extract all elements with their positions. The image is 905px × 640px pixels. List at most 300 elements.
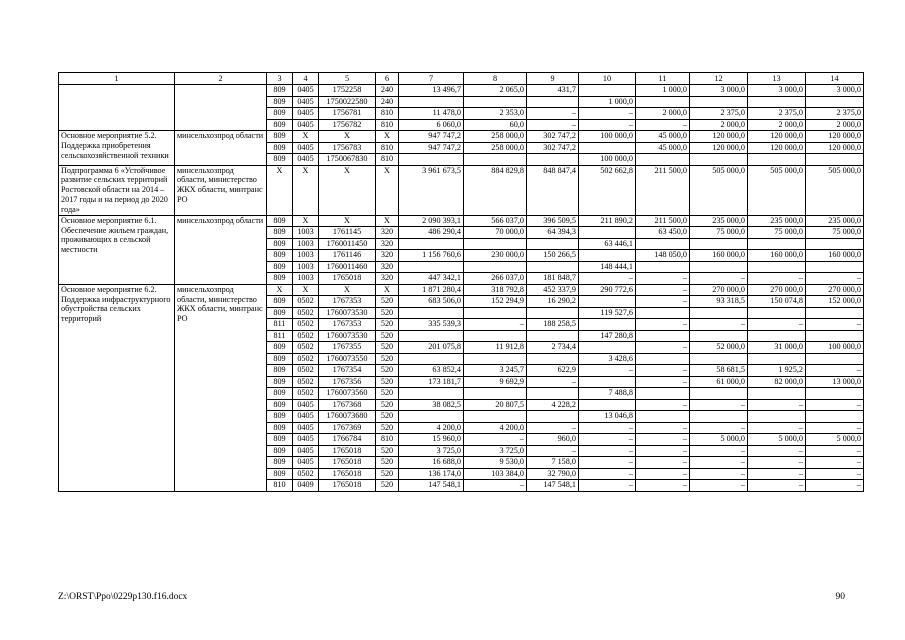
table-cell: 1767354 bbox=[319, 365, 376, 377]
table-cell: 211 500,0 bbox=[636, 215, 690, 227]
table-cell: 150 266,5 bbox=[527, 250, 579, 262]
table-cell bbox=[636, 411, 690, 423]
table-cell: 1756781 bbox=[319, 108, 376, 120]
table-cell: 270 000,0 bbox=[806, 284, 864, 296]
column-header: 6 bbox=[376, 73, 399, 85]
table-cell: 320 bbox=[376, 227, 399, 239]
table-cell: 9 692,9 bbox=[464, 376, 527, 388]
table-cell: 1761146 bbox=[319, 250, 376, 262]
table-cell: 3 000,0 bbox=[748, 85, 806, 97]
table-cell: X bbox=[376, 284, 399, 296]
table-cell: X bbox=[319, 165, 376, 215]
table-cell: 809 bbox=[267, 468, 293, 480]
table-row bbox=[59, 131, 864, 143]
table-cell bbox=[399, 353, 464, 365]
table-cell bbox=[690, 388, 748, 400]
table-cell: 119 527,6 bbox=[579, 307, 636, 319]
table-cell: 45 000,0 bbox=[636, 131, 690, 143]
table-cell: 93 318,5 bbox=[690, 296, 748, 308]
table-cell: 9 530,0 bbox=[464, 457, 527, 469]
table-cell: – bbox=[636, 445, 690, 457]
table-cell bbox=[527, 330, 579, 342]
table-cell: 848 847,4 bbox=[527, 165, 579, 215]
table-cell bbox=[399, 330, 464, 342]
table-cell: 809 bbox=[267, 411, 293, 423]
table-cell: 3 000,0 bbox=[690, 85, 748, 97]
table-cell: 0502 bbox=[293, 388, 319, 400]
table-cell: 520 bbox=[376, 330, 399, 342]
table-cell: 63 446,1 bbox=[579, 238, 636, 250]
table-cell: 1760011460 bbox=[319, 261, 376, 273]
table-cell: 100 000,0 bbox=[579, 154, 636, 166]
table-cell bbox=[806, 96, 864, 108]
table-cell bbox=[748, 307, 806, 319]
table-cell: X bbox=[293, 215, 319, 227]
table-cell: X bbox=[319, 215, 376, 227]
responsible-executor: минсельхозпрод области bbox=[175, 215, 267, 284]
table-cell: 947 747,2 bbox=[399, 142, 464, 154]
table-cell: 235 000,0 bbox=[748, 215, 806, 227]
table-cell bbox=[690, 307, 748, 319]
table-cell: 1003 bbox=[293, 261, 319, 273]
table-cell bbox=[527, 353, 579, 365]
column-header: 13 bbox=[748, 73, 806, 85]
table-cell: 1760011450 bbox=[319, 238, 376, 250]
table-cell: 520 bbox=[376, 388, 399, 400]
table-cell: 947 747,2 bbox=[399, 131, 464, 143]
table-cell: 64 394,3 bbox=[527, 227, 579, 239]
table-cell: – bbox=[806, 273, 864, 285]
table-cell: 0502 bbox=[293, 376, 319, 388]
column-header: 11 bbox=[636, 73, 690, 85]
footer-file-path: Z:\ORST\Ppo\0229p130.f16.docx bbox=[58, 592, 188, 602]
table-cell: 810 bbox=[376, 119, 399, 131]
measure-description: Подпрограмма 6 «Устойчивое развитие сельских территорий Ростовской области на 2014 – 2017 годы и на период до 2020 года» bbox=[59, 165, 175, 215]
table-cell: 266 037,0 bbox=[464, 273, 527, 285]
table-cell: 1760073560 bbox=[319, 388, 376, 400]
table-cell: – bbox=[806, 457, 864, 469]
table-cell bbox=[399, 307, 464, 319]
table-cell: – bbox=[527, 376, 579, 388]
table-cell: – bbox=[748, 445, 806, 457]
table-cell: 258 000,0 bbox=[464, 131, 527, 143]
table-cell bbox=[806, 307, 864, 319]
table-cell: 811 bbox=[267, 330, 293, 342]
table-cell: – bbox=[579, 445, 636, 457]
table-cell: 1 000,0 bbox=[636, 85, 690, 97]
table-cell: – bbox=[748, 468, 806, 480]
measure-description: Основное мероприятие 5.2. Поддержка приобретения сельскохозяйственной техники bbox=[59, 131, 175, 166]
table-cell: 0405 bbox=[293, 96, 319, 108]
table-cell: 147 280,8 bbox=[579, 330, 636, 342]
table-cell: 520 bbox=[376, 457, 399, 469]
table-cell: 4 200,0 bbox=[399, 422, 464, 434]
table-cell bbox=[636, 307, 690, 319]
table-cell: 683 506,0 bbox=[399, 296, 464, 308]
table-cell: 0409 bbox=[293, 480, 319, 492]
table-cell: 0405 bbox=[293, 457, 319, 469]
table-cell: 396 509,5 bbox=[527, 215, 579, 227]
table-cell: 160 000,0 bbox=[806, 250, 864, 262]
table-cell: – bbox=[579, 457, 636, 469]
table-cell: 201 075,8 bbox=[399, 342, 464, 354]
table-cell: 3 725,0 bbox=[399, 445, 464, 457]
table-cell: – bbox=[748, 319, 806, 331]
table-cell: 810 bbox=[376, 142, 399, 154]
table-cell: 502 662,8 bbox=[579, 165, 636, 215]
table-cell bbox=[464, 353, 527, 365]
table-cell: 0502 bbox=[293, 365, 319, 377]
table-cell: 11 478,0 bbox=[399, 108, 464, 120]
table-cell: 152 000,0 bbox=[806, 296, 864, 308]
table-cell: 5 000,0 bbox=[690, 434, 748, 446]
table-cell bbox=[636, 154, 690, 166]
table-cell bbox=[748, 388, 806, 400]
table-cell: 809 bbox=[267, 131, 293, 143]
table-cell bbox=[579, 399, 636, 411]
table-cell: 3 961 673,5 bbox=[399, 165, 464, 215]
table-cell: – bbox=[464, 434, 527, 446]
table-cell: – bbox=[579, 365, 636, 377]
table-cell: 290 772,6 bbox=[579, 284, 636, 296]
table-cell: 11 912,8 bbox=[464, 342, 527, 354]
table-cell: 0405 bbox=[293, 119, 319, 131]
table-cell: 4 200,0 bbox=[464, 422, 527, 434]
table-cell: – bbox=[636, 319, 690, 331]
table-cell: 4 228,2 bbox=[527, 399, 579, 411]
table-cell: 0405 bbox=[293, 399, 319, 411]
table-cell: X bbox=[376, 215, 399, 227]
table-cell: 505 000,0 bbox=[690, 165, 748, 215]
table-cell: 320 bbox=[376, 238, 399, 250]
table-cell: 1760073550 bbox=[319, 353, 376, 365]
table-cell: 61 000,0 bbox=[690, 376, 748, 388]
table-cell: 2 090 393,1 bbox=[399, 215, 464, 227]
table-cell bbox=[399, 238, 464, 250]
table-cell: 3 000,0 bbox=[806, 85, 864, 97]
table-cell: – bbox=[579, 273, 636, 285]
table-cell: X bbox=[293, 284, 319, 296]
table-cell: – bbox=[579, 422, 636, 434]
table-cell: 520 bbox=[376, 342, 399, 354]
table-cell: 120 000,0 bbox=[748, 142, 806, 154]
table-cell: 520 bbox=[376, 411, 399, 423]
table-cell: 240 bbox=[376, 85, 399, 97]
table-cell bbox=[527, 261, 579, 273]
table-cell: 2 000,0 bbox=[636, 108, 690, 120]
table-cell: – bbox=[806, 319, 864, 331]
table-cell: 5 000,0 bbox=[748, 434, 806, 446]
column-header: 4 bbox=[293, 73, 319, 85]
table-cell: 3 428,6 bbox=[579, 353, 636, 365]
table-cell: 120 000,0 bbox=[690, 131, 748, 143]
table-cell: 2 000,0 bbox=[806, 119, 864, 131]
table-cell: 0502 bbox=[293, 342, 319, 354]
measure-description: Основное мероприятие 6.1. Обеспечение жильем граждан, проживающих в сельской местности bbox=[59, 215, 175, 284]
table-cell: 0502 bbox=[293, 468, 319, 480]
table-cell: 32 790,0 bbox=[527, 468, 579, 480]
column-header: 9 bbox=[527, 73, 579, 85]
table-cell: 1003 bbox=[293, 250, 319, 262]
table-cell: 63 852,4 bbox=[399, 365, 464, 377]
table-cell: 188 258,5 bbox=[527, 319, 579, 331]
table-cell: – bbox=[579, 468, 636, 480]
table-cell bbox=[636, 353, 690, 365]
table-cell: 1756782 bbox=[319, 119, 376, 131]
table-cell: – bbox=[636, 434, 690, 446]
table-cell: 3 245,7 bbox=[464, 365, 527, 377]
table-cell bbox=[464, 154, 527, 166]
table-cell: 6 060,0 bbox=[399, 119, 464, 131]
column-header: 14 bbox=[806, 73, 864, 85]
table-cell: 7 158,0 bbox=[527, 457, 579, 469]
table-cell bbox=[806, 261, 864, 273]
table-cell bbox=[748, 411, 806, 423]
table-cell: 505 000,0 bbox=[806, 165, 864, 215]
table-cell: 82 000,0 bbox=[748, 376, 806, 388]
table-cell: 1750022580 bbox=[319, 96, 376, 108]
table-cell bbox=[748, 96, 806, 108]
table-cell: – bbox=[806, 399, 864, 411]
table-cell bbox=[636, 388, 690, 400]
table-cell: 15 960,0 bbox=[399, 434, 464, 446]
table-cell: 520 bbox=[376, 376, 399, 388]
table-cell: 431,7 bbox=[527, 85, 579, 97]
table-cell bbox=[748, 238, 806, 250]
table-cell: – bbox=[527, 445, 579, 457]
table-cell: 0502 bbox=[293, 319, 319, 331]
table-cell: 809 bbox=[267, 457, 293, 469]
table-cell: 809 bbox=[267, 227, 293, 239]
table-cell: – bbox=[527, 108, 579, 120]
table-cell: 810 bbox=[267, 480, 293, 492]
table-cell bbox=[806, 411, 864, 423]
table-cell: – bbox=[690, 422, 748, 434]
table-cell: 809 bbox=[267, 273, 293, 285]
table-cell: 173 181,7 bbox=[399, 376, 464, 388]
table-cell: 2 375,0 bbox=[748, 108, 806, 120]
table-row bbox=[59, 284, 864, 296]
table-cell: 5 000,0 bbox=[806, 434, 864, 446]
table-cell: 1765018 bbox=[319, 445, 376, 457]
table-cell: 150 074,8 bbox=[748, 296, 806, 308]
table-cell: 1756783 bbox=[319, 142, 376, 154]
table-cell: X bbox=[376, 165, 399, 215]
table-cell bbox=[464, 238, 527, 250]
table-cell bbox=[636, 330, 690, 342]
table-cell: 0405 bbox=[293, 108, 319, 120]
table-cell bbox=[690, 96, 748, 108]
table-cell: 120 000,0 bbox=[690, 142, 748, 154]
table-cell: 809 bbox=[267, 119, 293, 131]
table-cell bbox=[464, 411, 527, 423]
table-cell: 447 342,1 bbox=[399, 273, 464, 285]
table-cell: 16 290,2 bbox=[527, 296, 579, 308]
table-cell: 75 000,0 bbox=[806, 227, 864, 239]
table-cell: – bbox=[527, 422, 579, 434]
table-cell: X bbox=[267, 284, 293, 296]
table-cell: 520 bbox=[376, 468, 399, 480]
table-cell: 160 000,0 bbox=[748, 250, 806, 262]
table-cell bbox=[579, 296, 636, 308]
table-cell: 452 337,9 bbox=[527, 284, 579, 296]
table-cell: X bbox=[293, 131, 319, 143]
table-cell: 1767355 bbox=[319, 342, 376, 354]
table-cell bbox=[399, 411, 464, 423]
column-header: 10 bbox=[579, 73, 636, 85]
table-cell: – bbox=[636, 296, 690, 308]
table-cell: 13 046,8 bbox=[579, 411, 636, 423]
table-cell: – bbox=[690, 480, 748, 492]
table-cell: 52 000,0 bbox=[690, 342, 748, 354]
table-cell: 1765018 bbox=[319, 457, 376, 469]
table-cell: – bbox=[748, 457, 806, 469]
column-number-header bbox=[59, 73, 864, 85]
table-cell: – bbox=[748, 273, 806, 285]
table-cell: – bbox=[636, 376, 690, 388]
table-cell bbox=[399, 261, 464, 273]
table-cell: 63 450,0 bbox=[636, 227, 690, 239]
column-header: 7 bbox=[399, 73, 464, 85]
table-cell: X bbox=[267, 165, 293, 215]
table-cell: 258 000,0 bbox=[464, 142, 527, 154]
table-cell: – bbox=[636, 273, 690, 285]
table-cell bbox=[690, 330, 748, 342]
table-cell: 622,9 bbox=[527, 365, 579, 377]
table-cell: 302 747,2 bbox=[527, 131, 579, 143]
table-cell: 2 734,4 bbox=[527, 342, 579, 354]
table-cell: 1765018 bbox=[319, 273, 376, 285]
table-cell: – bbox=[636, 468, 690, 480]
column-header: 8 bbox=[464, 73, 527, 85]
table-cell: 320 bbox=[376, 261, 399, 273]
table-cell: 486 290,4 bbox=[399, 227, 464, 239]
table-cell: 1766784 bbox=[319, 434, 376, 446]
table-cell: 147 548,1 bbox=[399, 480, 464, 492]
table-cell: 809 bbox=[267, 434, 293, 446]
responsible-executor bbox=[175, 85, 267, 131]
table-cell: 0405 bbox=[293, 434, 319, 446]
table-cell bbox=[579, 376, 636, 388]
table-cell: – bbox=[636, 365, 690, 377]
table-cell: 240 bbox=[376, 96, 399, 108]
table-cell bbox=[464, 330, 527, 342]
table-cell: 120 000,0 bbox=[806, 142, 864, 154]
table-cell: 120 000,0 bbox=[748, 131, 806, 143]
table-cell: X bbox=[319, 131, 376, 143]
table-cell: 13 000,0 bbox=[806, 376, 864, 388]
table-cell: 235 000,0 bbox=[806, 215, 864, 227]
column-header: 5 bbox=[319, 73, 376, 85]
table-cell: 1761145 bbox=[319, 227, 376, 239]
table-cell: 20 807,5 bbox=[464, 399, 527, 411]
table-cell: 120 000,0 bbox=[806, 131, 864, 143]
table-cell: 3 725,0 bbox=[464, 445, 527, 457]
table-cell: – bbox=[690, 273, 748, 285]
table-cell: X bbox=[293, 165, 319, 215]
table-cell bbox=[579, 142, 636, 154]
table-cell bbox=[579, 319, 636, 331]
table-cell bbox=[527, 154, 579, 166]
table-cell: – bbox=[690, 399, 748, 411]
table-cell: 148 444,1 bbox=[579, 261, 636, 273]
page-number: 90 bbox=[835, 592, 845, 602]
table-cell: 0405 bbox=[293, 411, 319, 423]
responsible-executor: минсельхозпрод области, министерство ЖКХ области, минтранс РО bbox=[175, 165, 267, 215]
column-header: 2 bbox=[175, 73, 267, 85]
table-cell: 1760073530 bbox=[319, 307, 376, 319]
table-cell: – bbox=[690, 445, 748, 457]
table-cell: 960,0 bbox=[527, 434, 579, 446]
table-cell: 270 000,0 bbox=[690, 284, 748, 296]
table-cell bbox=[806, 238, 864, 250]
table-cell: 809 bbox=[267, 250, 293, 262]
table-cell: 809 bbox=[267, 342, 293, 354]
table-cell: – bbox=[748, 480, 806, 492]
table-cell: 884 829,8 bbox=[464, 165, 527, 215]
table-cell: 520 bbox=[376, 480, 399, 492]
table-cell bbox=[636, 261, 690, 273]
table-cell: 811 bbox=[267, 319, 293, 331]
table-cell: 1767356 bbox=[319, 376, 376, 388]
table-cell: 520 bbox=[376, 365, 399, 377]
table-cell: 1003 bbox=[293, 238, 319, 250]
table-cell bbox=[748, 154, 806, 166]
table-cell bbox=[527, 238, 579, 250]
table-cell: 16 688,0 bbox=[399, 457, 464, 469]
table-row bbox=[59, 85, 864, 97]
table-cell: 520 bbox=[376, 319, 399, 331]
table-cell: – bbox=[690, 468, 748, 480]
table-cell: 809 bbox=[267, 445, 293, 457]
table-cell bbox=[806, 388, 864, 400]
budget-table bbox=[58, 72, 864, 492]
table-cell: 230 000,0 bbox=[464, 250, 527, 262]
table-cell: 103 384,0 bbox=[464, 468, 527, 480]
table-cell: – bbox=[636, 284, 690, 296]
table-cell: 1760073530 bbox=[319, 330, 376, 342]
table-cell: – bbox=[464, 480, 527, 492]
table-cell: 1 925,2 bbox=[748, 365, 806, 377]
table-cell bbox=[579, 342, 636, 354]
table-cell: 809 bbox=[267, 353, 293, 365]
column-header: 12 bbox=[690, 73, 748, 85]
table-cell: 809 bbox=[267, 388, 293, 400]
table-cell: 1767368 bbox=[319, 399, 376, 411]
table-cell bbox=[806, 353, 864, 365]
table-cell: 302 747,2 bbox=[527, 142, 579, 154]
table-cell: 1767353 bbox=[319, 319, 376, 331]
table-cell: – bbox=[527, 119, 579, 131]
table-cell: 2 375,0 bbox=[806, 108, 864, 120]
table-cell: 13 496,7 bbox=[399, 85, 464, 97]
table-cell: 100 000,0 bbox=[579, 131, 636, 143]
table-cell: 809 bbox=[267, 261, 293, 273]
table-cell: 320 bbox=[376, 250, 399, 262]
table-cell: 320 bbox=[376, 273, 399, 285]
table-cell bbox=[579, 85, 636, 97]
table-cell: 0405 bbox=[293, 142, 319, 154]
table-cell: – bbox=[464, 319, 527, 331]
table-cell: 1 871 280,4 bbox=[399, 284, 464, 296]
table-cell bbox=[806, 330, 864, 342]
table-cell: – bbox=[636, 399, 690, 411]
table-cell: 7 488,8 bbox=[579, 388, 636, 400]
responsible-executor: минсельхозпрод области, министерство ЖКХ области, минтранс РО bbox=[175, 284, 267, 491]
table-cell: X bbox=[319, 284, 376, 296]
table-cell: 809 bbox=[267, 296, 293, 308]
table-cell: 75 000,0 bbox=[690, 227, 748, 239]
